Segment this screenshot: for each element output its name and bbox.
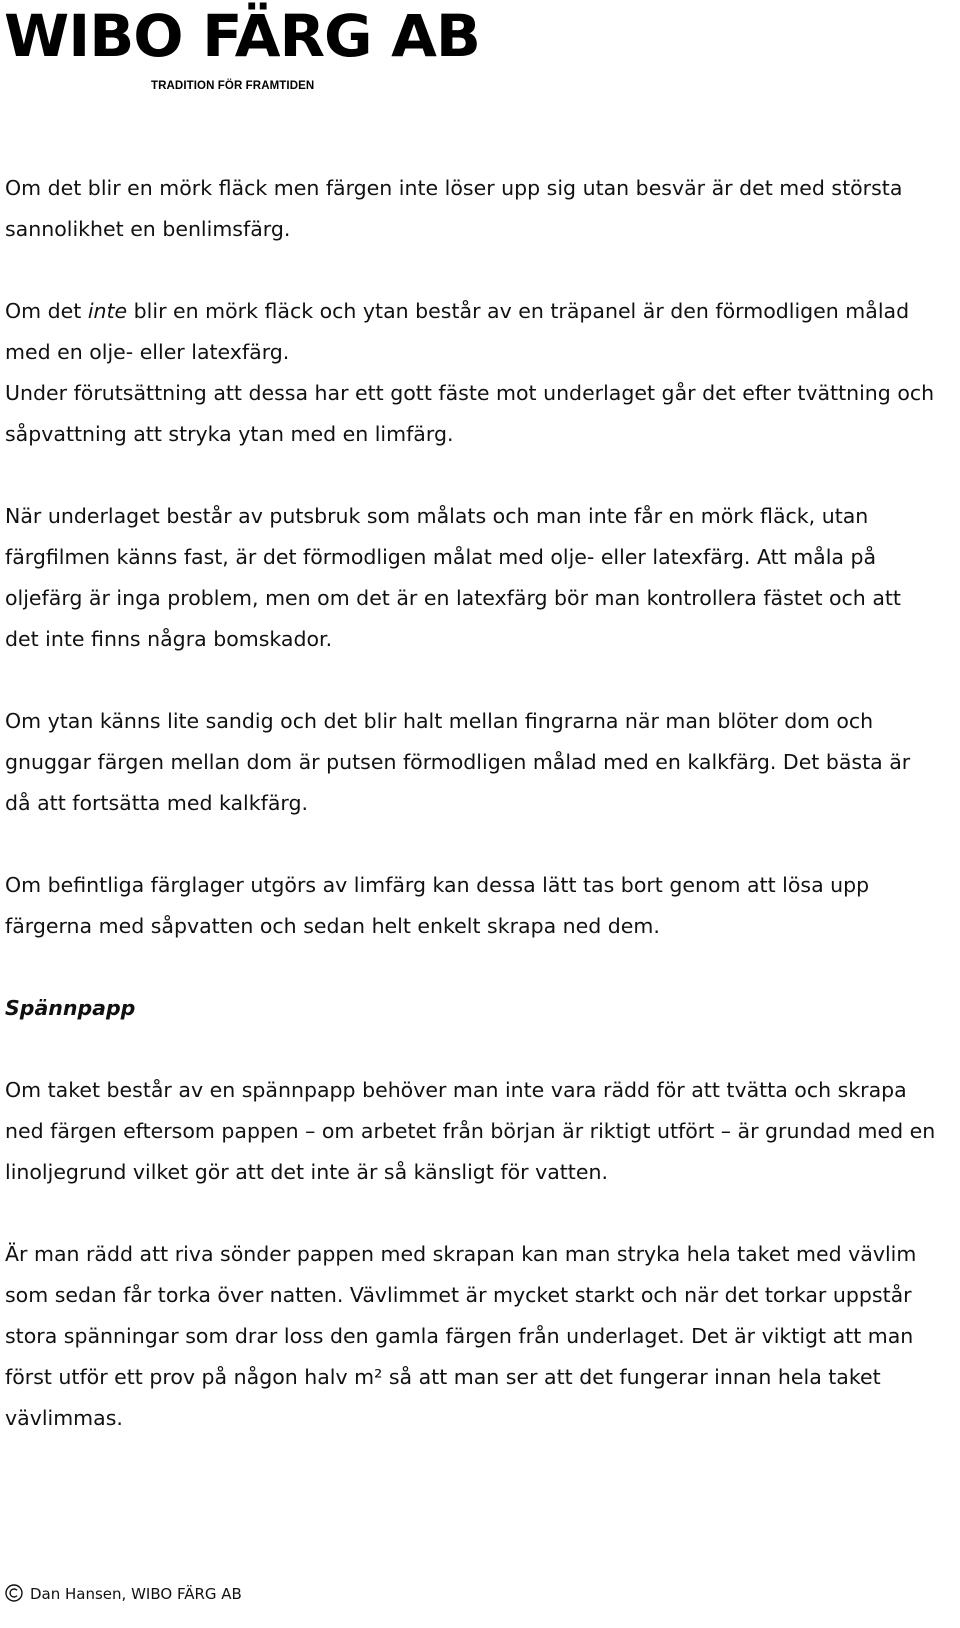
paragraph-spacer [5, 947, 940, 988]
paragraph-spannpapp: Om taket består av en spännpapp behöver man inte vara rädd för att tvätta och skrapa ned färgen eftersom pappen – om arbetet från början är riktigt utfört – är grundad med en linoljegrund vilket gör att det inte är så känsligt för vatten. [5, 1078, 936, 1184]
paragraph-limfarg-condition: Under förutsättning att dessa har ett gott fäste mot underlaget går det efter tvättning och såpvattning att stryka ytan med en limfärg. [5, 381, 935, 446]
paragraph-putsbruk: När underlaget består av putsbruk som målats och man inte får en mörk fläck, utan färgfilmen känns fast, är det förmodligen målat med olje- eller latexfärg. Att måla på oljefärg är inga problem, men om det är en latexfärg bör man kontrollera fästet och att det inte finns några bomskador. [5, 504, 901, 651]
section-heading-spannpapp: Spännpapp [5, 996, 136, 1020]
paragraph-kalkfarg: Om ytan känns lite sandig och det blir halt mellan fingrarna när man blöter dom och gnuggar färgen mellan dom är putsen förmodligen målad med en kalkfärg. Det bästa är då att fortsätta med kalkfärg. [5, 709, 911, 815]
paragraph-benlimsfarg: Om det blir en mörk fläck men färgen inte löser upp sig utan besvär är det med största sannolikhet en benlimsfärg. [5, 176, 903, 241]
paragraph-spacer [5, 250, 940, 291]
paragraph-spacer [5, 1193, 940, 1234]
footer-author: Dan Hansen, WIBO FÄRG AB [30, 1585, 242, 1603]
copyright-icon [5, 1584, 23, 1602]
paragraph-spacer [5, 660, 940, 701]
logo-tagline: TRADITION FÖR FRAMTIDEN [151, 80, 315, 92]
emphasis-inte: inte [87, 299, 128, 323]
paragraph-vavlim: Är man rädd att riva sönder pappen med skrapan kan man stryka hela taket med vävlim som sedan får torka över natten. Vävlimmet är mycket starkt och när det torkar uppstår stora spänningar som drar loss den gamla färgen från underlaget. Det är viktigt att man först utför ett prov på någon halv m² så att man ser att det fungerar innan hela taket vävlimmas. [5, 1242, 917, 1430]
paragraph-text: blir en mörk fläck och ytan består av en träpanel är den förmodligen målad med en olje- eller latexfärg. [5, 299, 910, 364]
paragraph-spacer [5, 1029, 940, 1070]
footer-copyright [5, 1584, 242, 1604]
paragraph-spacer [5, 455, 940, 496]
paragraph-text: Om det [5, 299, 88, 323]
paragraph-limfarg-removal: Om befintliga färglager utgörs av limfärg kan dessa lätt tas bort genom att lösa upp färgerna med såpvatten och sedan helt enkelt skrapa ned dem. [5, 873, 870, 938]
logo-wordmark: WIBO FÄRG AB [4, 2, 481, 70]
paragraph-trapanel [5, 291, 940, 373]
document-body [5, 168, 940, 1439]
company-logo [4, 2, 481, 92]
paragraph-spacer [5, 824, 940, 865]
